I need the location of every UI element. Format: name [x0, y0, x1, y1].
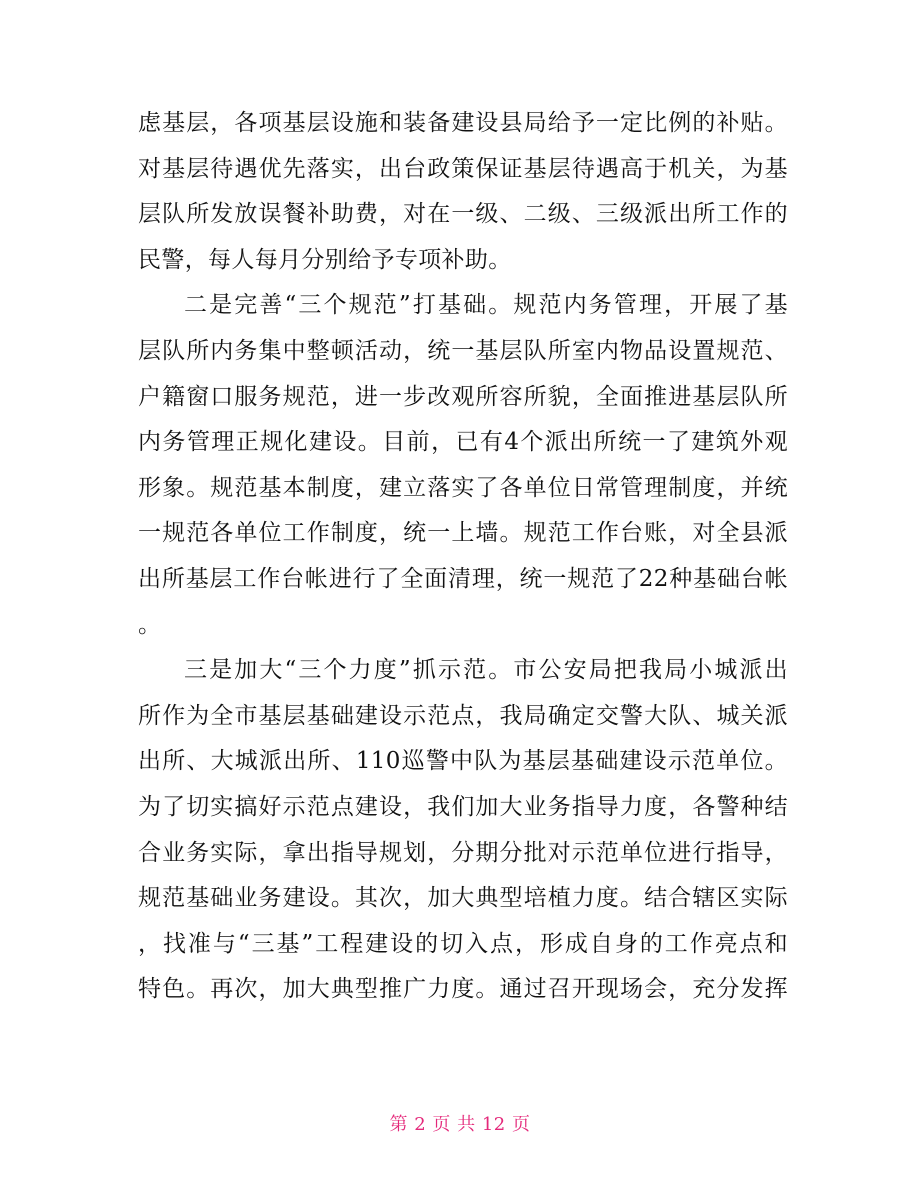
text-line: 特色。再次，加大典型推广力度。通过召开现场会，充分发挥	[138, 976, 788, 1003]
body-text	[138, 101, 788, 1013]
paragraph-start-line: 三是加大“三个力度”抓示范。市公安局把我局小城派出	[184, 657, 788, 684]
text-line: 合业务实际，拿出指导规划，分期分批对示范单位进行指导，	[138, 839, 788, 866]
text-line: 对基层待遇优先落实，出台政策保证基层待遇高于机关，为基	[138, 155, 788, 182]
text-line: 所作为全市基层基础建设示范点，我局确定交警大队、城关派	[138, 702, 788, 729]
text-line: 规范基础业务建设。其次，加大典型培植力度。结合辖区实际	[138, 885, 788, 912]
page-number-footer: 第 2 页 共 12 页	[389, 1114, 531, 1135]
text-line: 出所基层工作台帐进行了全面清理，统一规范了22种基础台帐	[138, 565, 788, 592]
text-line: 形象。规范基本制度，建立落实了各单位日常管理制度，并统	[138, 474, 788, 501]
text-line: 层队所发放误餐补助费，对在一级、二级、三级派出所工作的	[138, 201, 788, 228]
text-line: 一规范各单位工作制度，统一上墙。规范工作台账，对全县派	[138, 520, 788, 547]
text-line: 层队所内务集中整顿活动，统一基层队所室内物品设置规范、	[138, 337, 788, 364]
paragraph-start-line: 二是完善“三个规范”打基础。规范内务管理，开展了基	[184, 292, 788, 319]
text-line: 户籍窗口服务规范，进一步改观所容所貌，全面推进基层队所	[138, 383, 788, 410]
text-line: 出所、大城派出所、110巡警中队为基层基础建设示范单位。	[138, 748, 788, 775]
text-line: 。	[138, 611, 162, 638]
text-line: 内务管理正规化建设。目前，已有4个派出所统一了建筑外观	[138, 429, 788, 456]
text-line: ，找准与“三基”工程建设的切入点，形成自身的工作亮点和	[138, 930, 788, 957]
text-line: 民警，每人每月分别给予专项补助。	[138, 246, 512, 273]
text-line: 为了切实搞好示范点建设，我们加大业务指导力度，各警种结	[138, 793, 788, 820]
text-line: 虑基层，各项基层设施和装备建设县局给予一定比例的补贴。	[138, 110, 788, 136]
